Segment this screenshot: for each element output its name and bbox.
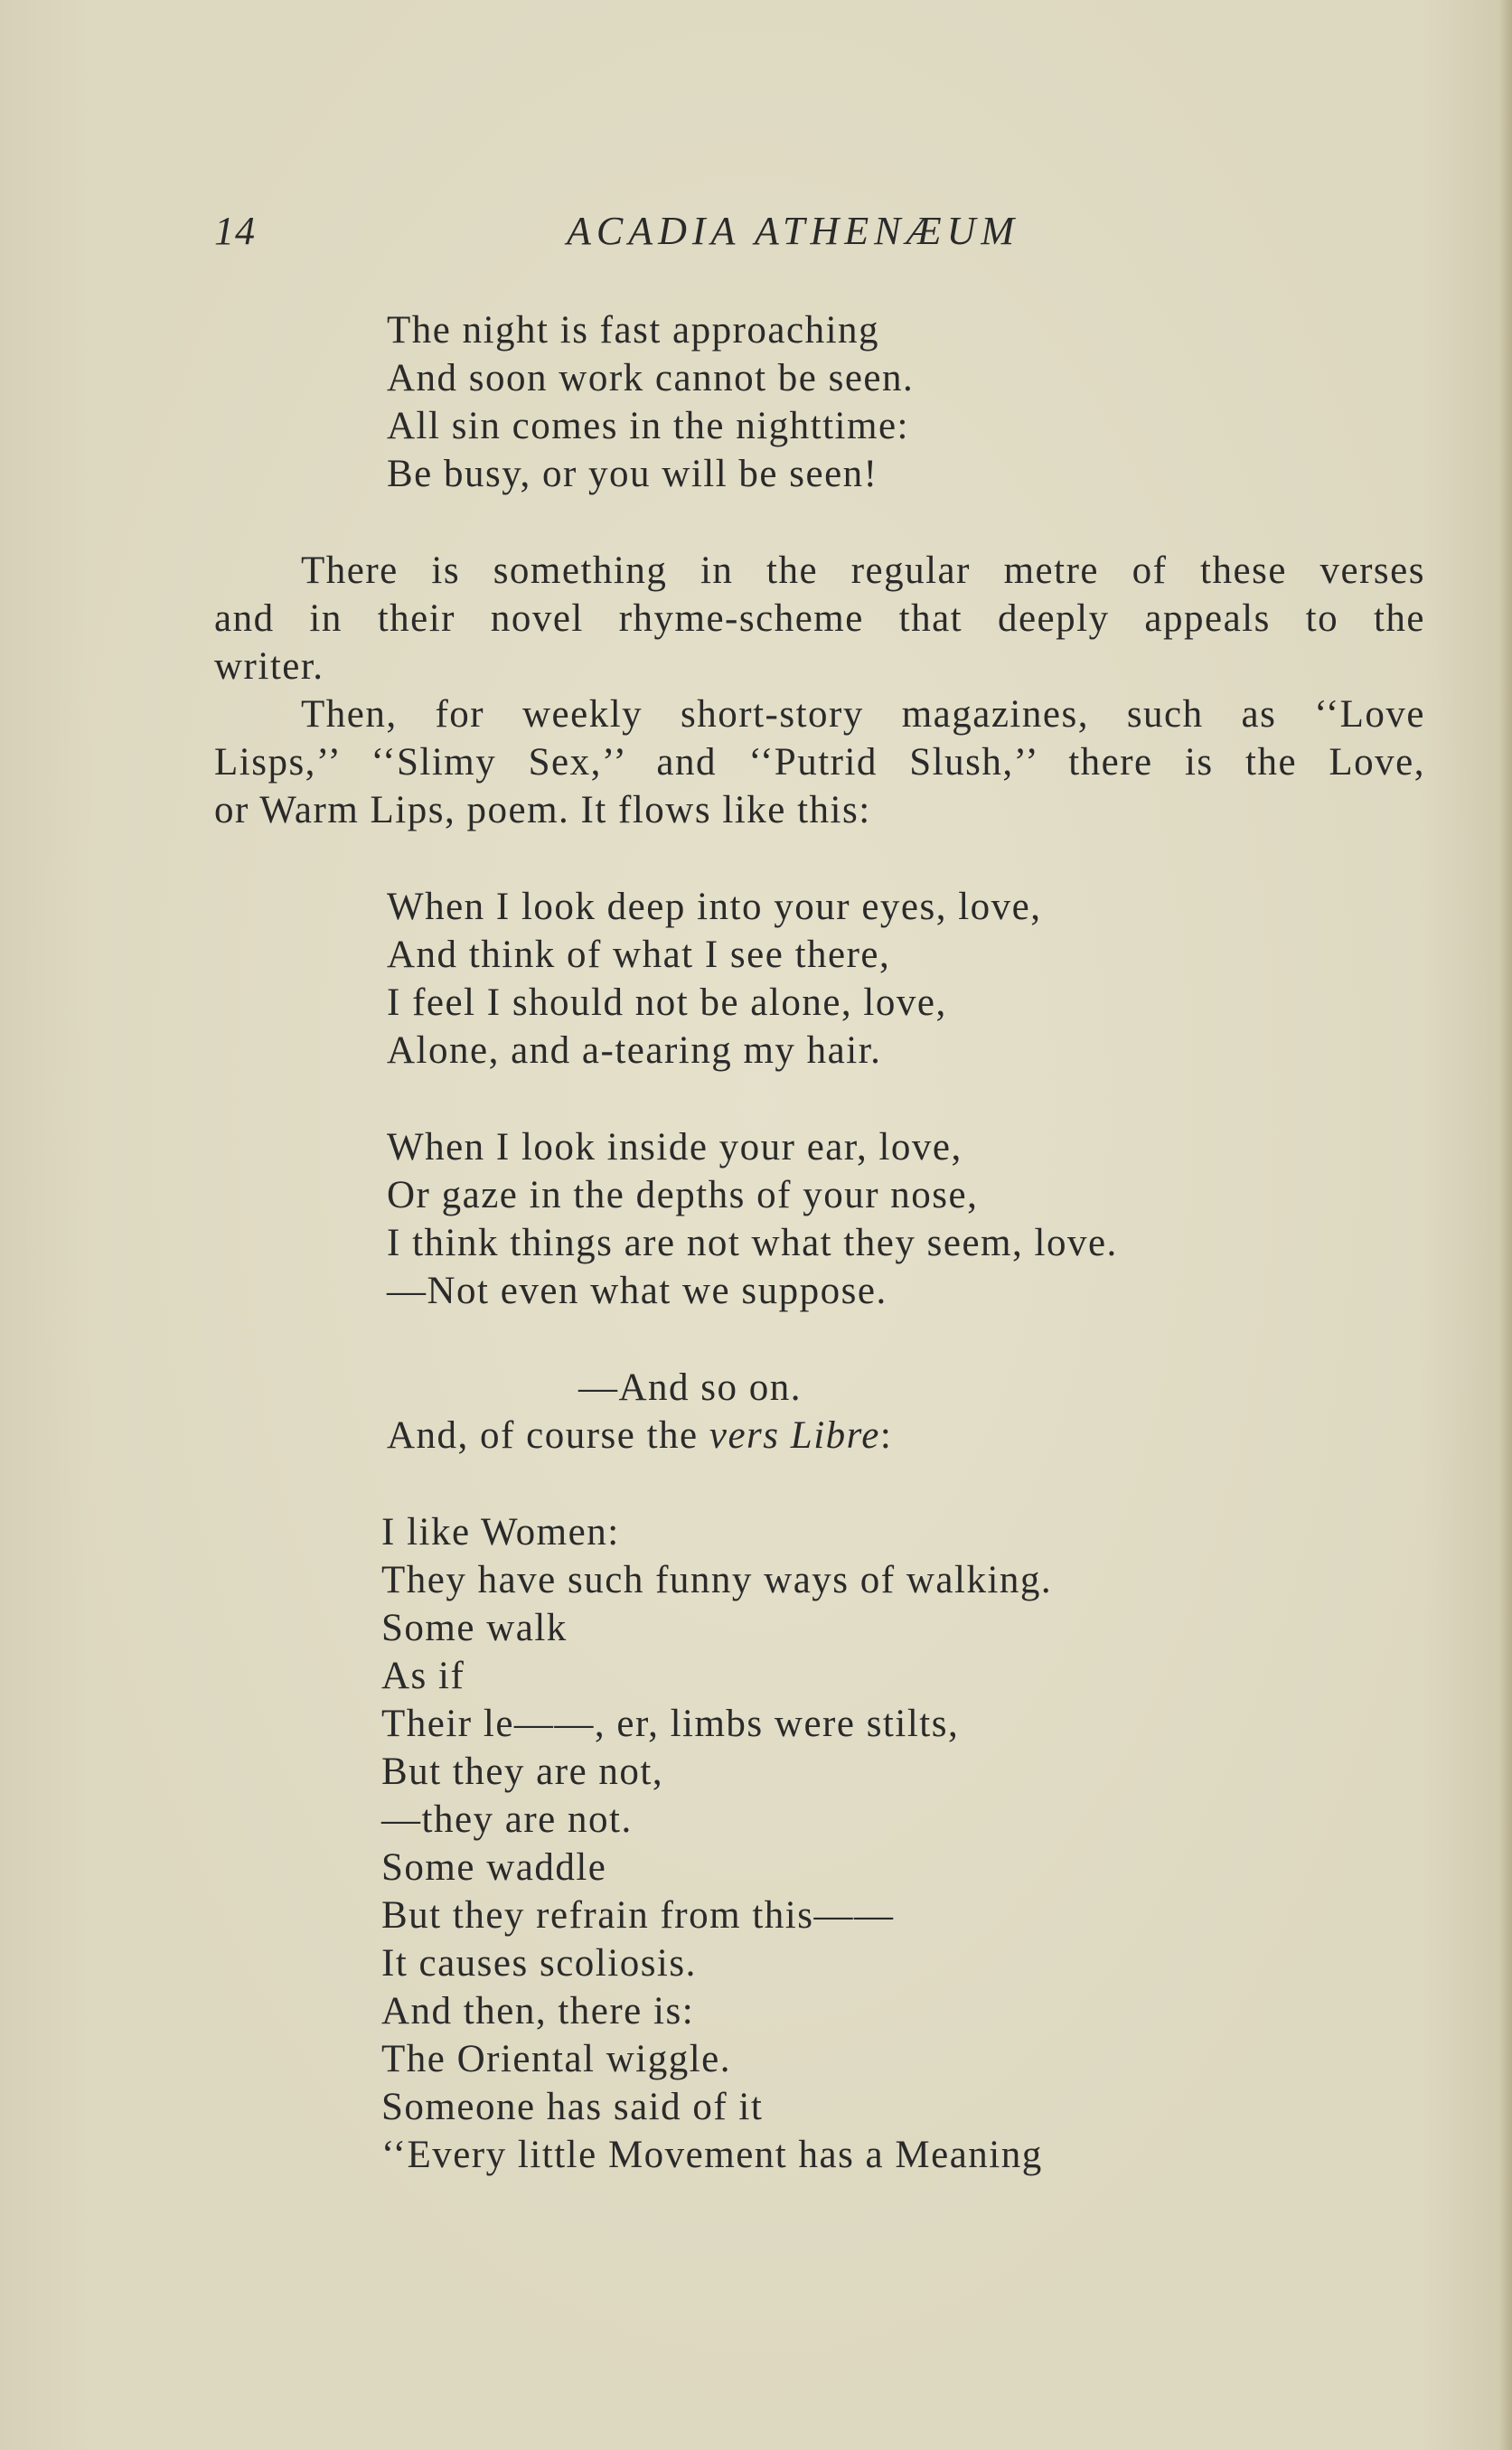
free-verse-line: And then, there is: bbox=[381, 1990, 695, 2032]
free-verse-line: I like Women: bbox=[381, 1511, 620, 1554]
and-so-on: —And so on. bbox=[578, 1366, 803, 1409]
free-verse-line: The Oriental wiggle. bbox=[381, 2038, 732, 2080]
free-verse-line: But they refrain from this—— bbox=[381, 1894, 895, 1937]
stanza1-line: And soon work cannot be seen. bbox=[387, 357, 915, 399]
stanza1-line: The night is fast approaching bbox=[387, 309, 880, 352]
paragraph-line: or Warm Lips, poem. It flows like this: bbox=[214, 789, 871, 831]
free-verse-line: Their le——, er, limbs were stilts, bbox=[381, 1703, 960, 1745]
free-verse-line: As if bbox=[381, 1655, 465, 1697]
stanza2-line: Alone, and a-tearing my hair. bbox=[387, 1029, 882, 1072]
vers-libre-suffix: : bbox=[879, 1414, 893, 1457]
free-verse-line: They have such funny ways of walking. bbox=[381, 1559, 1053, 1601]
page-number: 14 bbox=[214, 209, 256, 253]
stanza1-line: All sin comes in the nighttime: bbox=[387, 405, 909, 447]
paragraph-line: writer. bbox=[214, 645, 324, 688]
paragraph-line: There is something in the regular metre of these verses bbox=[301, 549, 1425, 592]
page-header bbox=[214, 208, 1425, 262]
free-verse-line: Some waddle bbox=[381, 1846, 607, 1889]
free-verse-line: It causes scoliosis. bbox=[381, 1942, 697, 1985]
stanza3-line: When I look inside your ear, love, bbox=[387, 1126, 963, 1169]
stanza2-line: And think of what I see there, bbox=[387, 934, 891, 976]
vers-libre-intro bbox=[387, 1413, 892, 1460]
paragraph-line: Lisps,’’ ‘‘Slimy Sex,’’ and ‘‘Putrid Slush,’’ there is the Love, bbox=[214, 741, 1425, 784]
free-verse-line: But they are not, bbox=[381, 1751, 664, 1793]
page-spine-shadow bbox=[1499, 0, 1512, 2450]
vers-libre-prefix: And, of course the bbox=[387, 1414, 709, 1457]
free-verse-line: Someone has said of it bbox=[381, 2086, 764, 2128]
stanza3-line: I think things are not what they seem, love. bbox=[387, 1222, 1118, 1264]
free-verse-line: —they are not. bbox=[381, 1798, 633, 1841]
vers-libre-italic: vers Libre bbox=[709, 1414, 880, 1457]
stanza2-line: I feel I should not be alone, love, bbox=[387, 981, 947, 1024]
paragraph-line: and in their novel rhyme-scheme that deeply appeals to the bbox=[214, 597, 1425, 640]
free-verse-line: ‘‘Every little Movement has a Meaning bbox=[381, 2134, 1043, 2176]
paragraph-line: Then, for weekly short-story magazines, such as ‘‘Love bbox=[301, 693, 1425, 736]
free-verse-line: Some walk bbox=[381, 1607, 568, 1649]
stanza3-line: Or gaze in the depths of your nose, bbox=[387, 1174, 979, 1216]
stanza2-line: When I look deep into your eyes, love, bbox=[387, 886, 1042, 928]
stanza3-line: —Not even what we suppose. bbox=[387, 1270, 887, 1312]
running-head: ACADIA ATHENÆUM bbox=[567, 209, 1020, 253]
stanza1-line: Be busy, or you will be seen! bbox=[387, 453, 878, 495]
